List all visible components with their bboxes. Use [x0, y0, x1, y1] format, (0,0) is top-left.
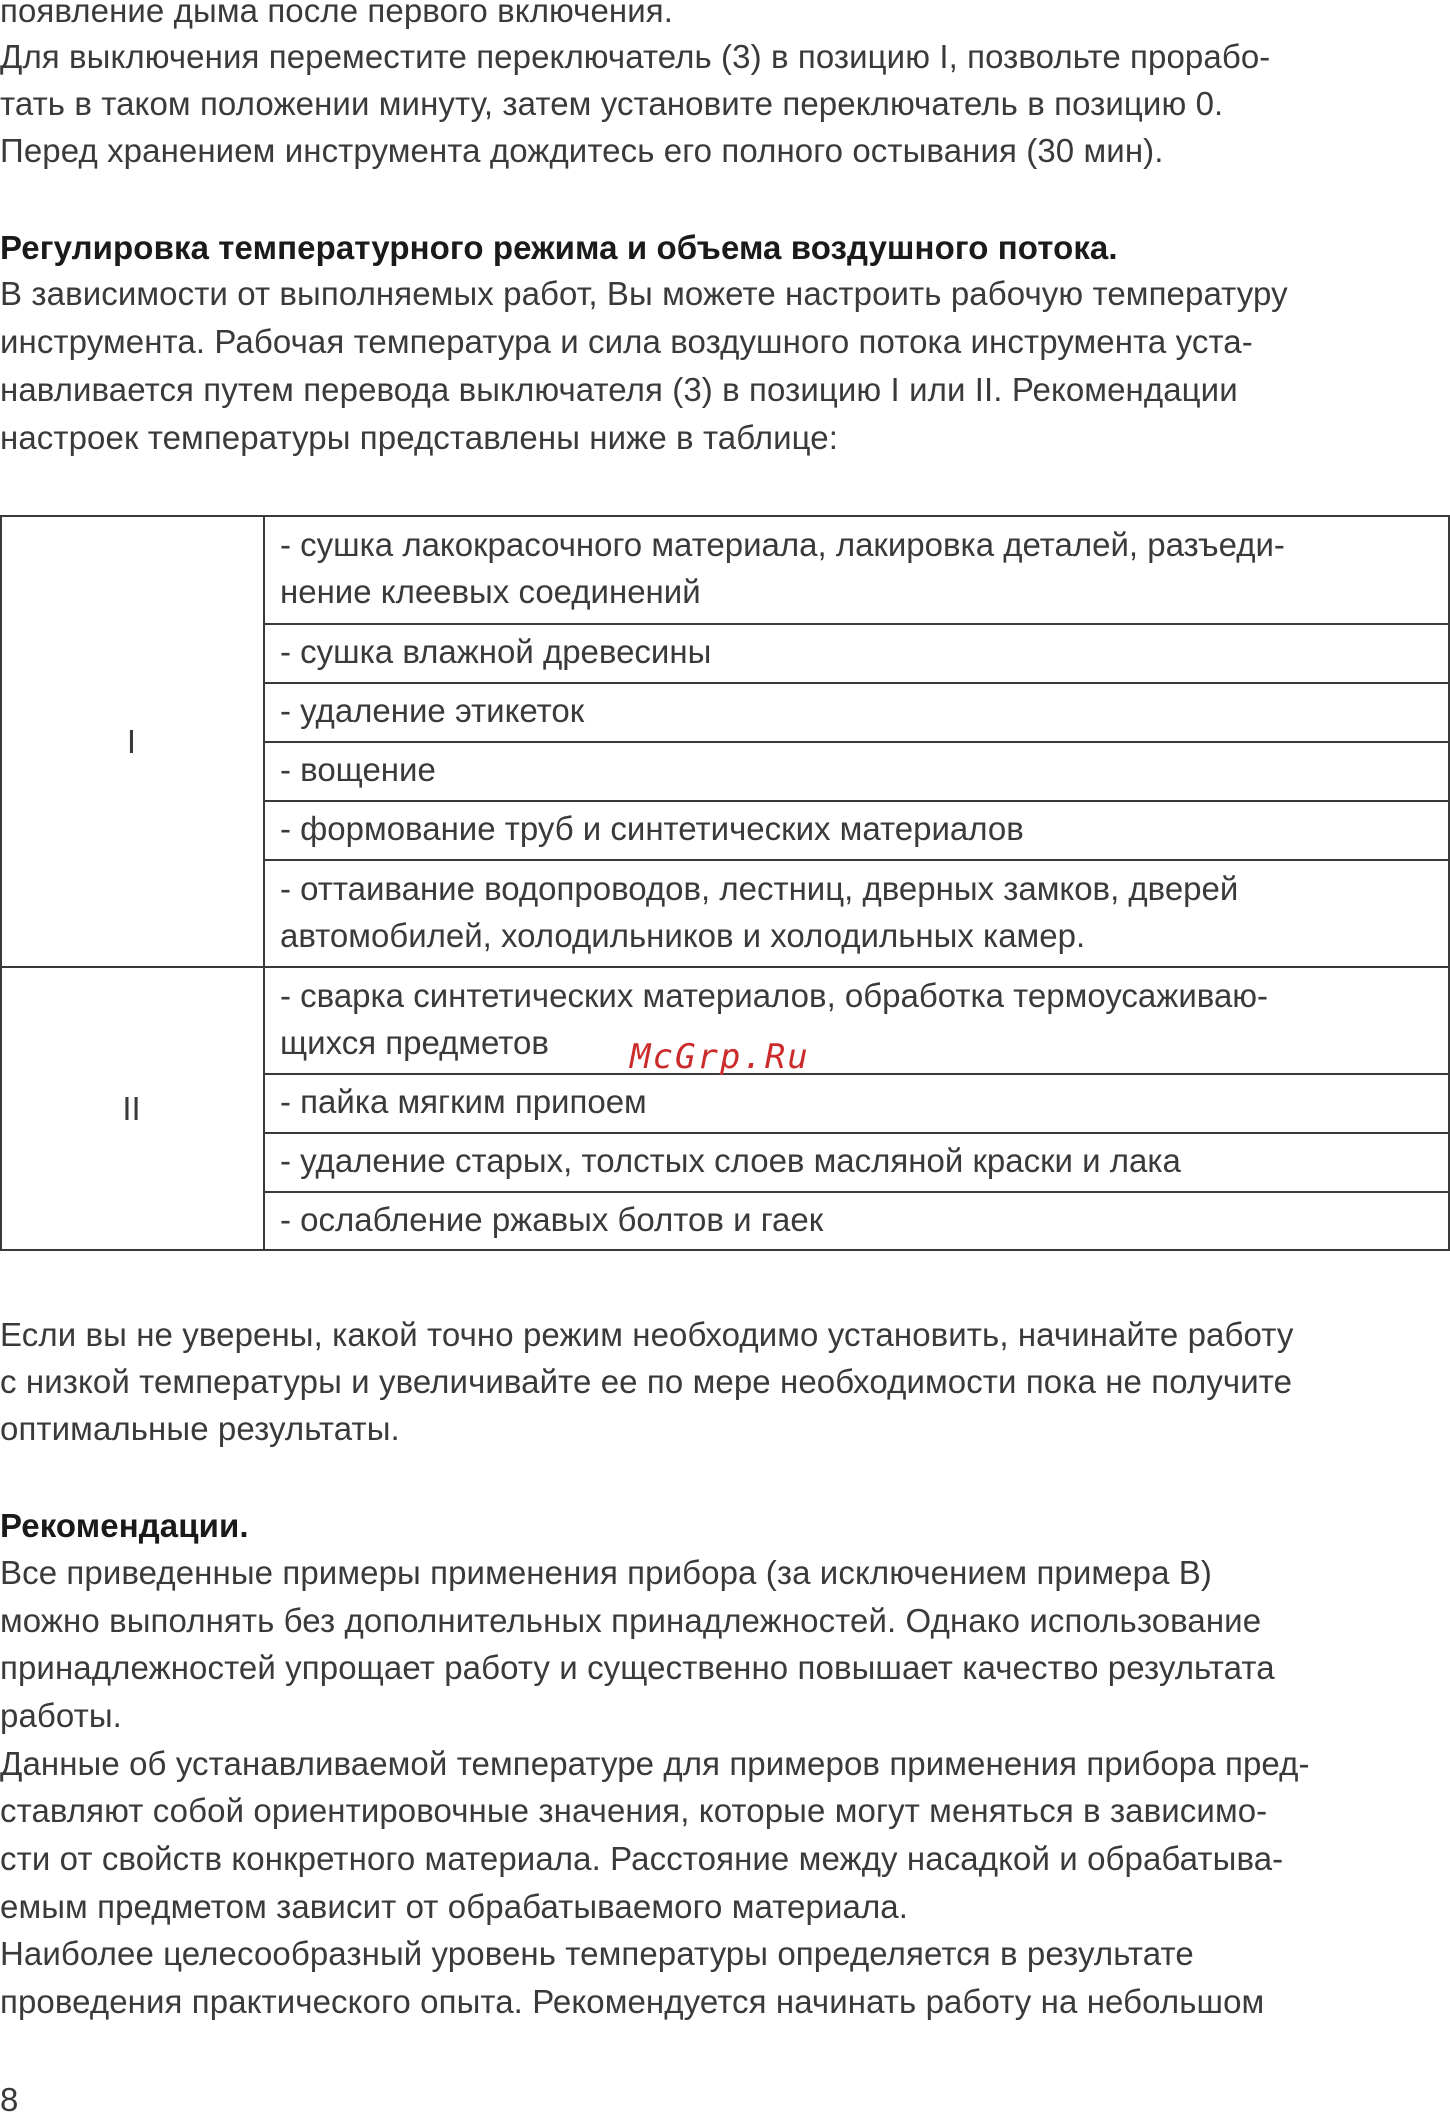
- recommendations-line: можно выполнять без дополнительных принадлежностей. Однако использование: [0, 1602, 1262, 1639]
- table-cell-text: щихся предметов: [280, 1024, 549, 1061]
- recommendations-line: Все приведенные примеры применения прибора (за исключением примера B): [0, 1554, 1213, 1591]
- table-row-separator: [263, 741, 1450, 743]
- recommendations-line: сти от свойств конкретного материала. Расстояние между насадкой и обрабатыва-: [0, 1840, 1284, 1877]
- intro-line: Для выключения переместите переключатель (3) в позицию I, позвольте прорабо-: [0, 38, 1271, 75]
- recommendations-line: Наиболее целесообразный уровень температуры определяется в результате: [0, 1935, 1194, 1972]
- recommendations-line: работы.: [0, 1697, 122, 1734]
- table-row-separator: [263, 623, 1450, 625]
- table-border-bottom: [0, 1249, 1450, 1251]
- regulation-line: инструмента. Рабочая температура и сила воздушного потока инструмента уста-: [0, 323, 1253, 360]
- recommendations-line: ставляют собой ориентировочные значения, которые могут меняться в зависимо-: [0, 1792, 1268, 1829]
- advice-line: Если вы не уверены, какой точно режим необходимо установить, начинайте работу: [0, 1316, 1294, 1353]
- table-cell-text: - вощение: [280, 751, 436, 788]
- intro-line: появление дыма после первого включения.: [0, 0, 674, 29]
- table-row-separator: [263, 859, 1450, 861]
- regulation-line: настроек температуры представлены ниже в таблице:: [0, 419, 839, 456]
- table-cell-text: - формование труб и синтетических материалов: [280, 810, 1024, 847]
- table-cell-text: - ослабление ржавых болтов и гаек: [280, 1201, 824, 1238]
- table-row-separator: [263, 682, 1450, 684]
- page-number: 8: [0, 2081, 19, 2118]
- table-row-separator: [263, 1191, 1450, 1193]
- mode-label-i: I: [126, 723, 137, 760]
- temperature-table: [0, 515, 1450, 1251]
- regulation-line: В зависимости от выполняемых работ, Вы можете настроить рабочую температуру: [0, 275, 1288, 312]
- table-cell-text: - удаление этикеток: [280, 692, 585, 729]
- table-cell-text: - оттаивание водопроводов, лестниц, дверных замков, дверей: [280, 870, 1239, 907]
- table-cell-text: - сушка влажной древесины: [280, 633, 712, 670]
- intro-line: тать в таком положении минуту, затем установите переключатель в позицию 0.: [0, 85, 1224, 122]
- mode-label-ii: II: [122, 1090, 141, 1127]
- table-mode-separator: [0, 966, 1450, 968]
- advice-line: с низкой температуры и увеличивайте ее по мере необходимости пока не получите: [0, 1363, 1293, 1400]
- table-cell-text: нение клеевых соединений: [280, 573, 701, 610]
- table-row-separator: [263, 1132, 1450, 1134]
- section-heading-regulation: Регулировка температурного режима и объема воздушного потока.: [0, 229, 1118, 266]
- table-border-top: [0, 515, 1450, 517]
- table-column-divider: [263, 515, 265, 1251]
- table-cell-text: - удаление старых, толстых слоев масляной краски и лака: [280, 1142, 1181, 1179]
- intro-line: Перед хранением инструмента дождитесь его полного остывания (30 мин).: [0, 132, 1164, 169]
- table-cell-text: - пайка мягким припоем: [280, 1083, 647, 1120]
- recommendations-line: емым предметом зависит от обрабатываемого материала.: [0, 1888, 909, 1925]
- recommendations-line: проведения практического опыта. Рекомендуется начинать работу на небольшом: [0, 1983, 1265, 2020]
- advice-line: оптимальные результаты.: [0, 1410, 400, 1447]
- table-row-separator: [263, 800, 1450, 802]
- table-border-left: [0, 515, 2, 1251]
- watermark: McGrp.Ru: [630, 1037, 810, 1077]
- recommendations-line: принадлежностей упрощает работу и существенно повышает качество результата: [0, 1649, 1275, 1686]
- recommendations-line: Данные об устанавливаемой температуре для примеров применения прибора пред-: [0, 1745, 1310, 1782]
- section-heading-recommendations: Рекомендации.: [0, 1507, 249, 1544]
- table-cell-text: - сушка лакокрасочного материала, лакировка деталей, разъеди-: [280, 526, 1285, 563]
- regulation-line: навливается путем перевода выключателя (3) в позицию I или II. Рекомендации: [0, 371, 1238, 408]
- table-row-separator: [263, 1073, 1450, 1075]
- table-cell-text: - сварка синтетических материалов, обработка термоусаживаю-: [280, 977, 1269, 1014]
- table-cell-text: автомобилей, холодильников и холодильных камер.: [280, 917, 1086, 954]
